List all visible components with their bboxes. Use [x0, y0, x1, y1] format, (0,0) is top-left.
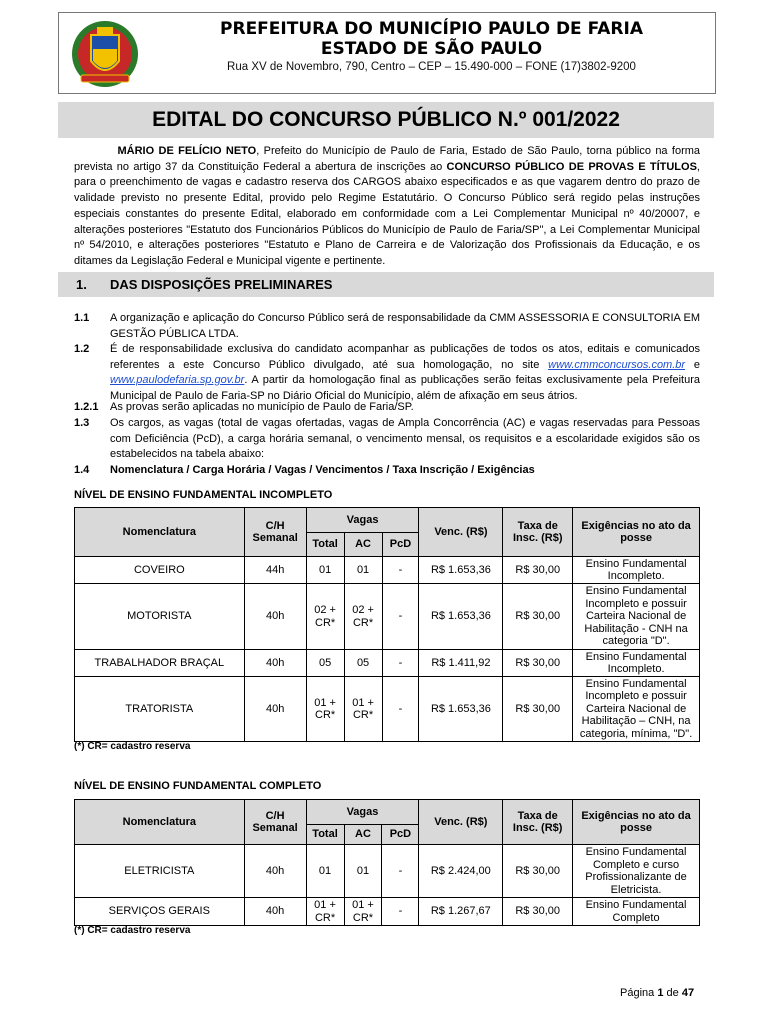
header-venc: Venc. (R$)	[419, 508, 503, 557]
cell-ch: 44h	[244, 557, 306, 584]
reserve-note: (*) CR= cadastro reserva	[74, 741, 191, 752]
header-nomenclatura: Nomenclatura	[75, 800, 245, 845]
of-label: de	[666, 987, 679, 999]
municipal-crest-icon	[67, 19, 143, 89]
table-row	[75, 650, 700, 677]
cmm-link[interactable]: www.cmmconcursos.com.br	[548, 358, 686, 371]
cell-ac: 01 + CR*	[344, 677, 382, 742]
cell-ch: 40h	[244, 677, 306, 742]
header-address: Rua XV de Novembro, 790, Centro – CEP – 15.490-000 – FONE (17)3802-9200	[227, 61, 636, 73]
table-row	[75, 557, 700, 584]
cell-pcd: -	[382, 677, 419, 742]
header-vagas: Vagas	[306, 508, 419, 533]
table-row	[75, 845, 700, 898]
header-ac: AC	[344, 825, 382, 845]
cell-venc: R$ 1.653,36	[419, 584, 503, 650]
item-text-c: . A partir da homologação final as publicações serão feitas exclusivamente pela Prefeitura Municipal de Paulo de Faria-SP no Diário Oficial do Município, além de afixação em seus átrios.	[110, 374, 700, 402]
header-vagas: Vagas	[306, 800, 419, 825]
item-number: 1.4	[74, 464, 90, 476]
cell-ac: 01	[344, 845, 382, 898]
cell-taxa: R$ 30,00	[503, 845, 573, 898]
item-text: As provas serão aplicadas no município de Paulo de Faria/SP.	[110, 401, 414, 413]
cell-pcd: -	[382, 845, 419, 898]
cell-taxa: R$ 30,00	[503, 677, 573, 742]
prefeitura-link[interactable]: www.paulodefaria.sp.gov.br	[110, 374, 245, 386]
header-ac: AC	[344, 533, 382, 557]
cell-taxa: R$ 30,00	[503, 584, 573, 650]
item-text: A organização e aplicação do Concurso Público será de responsabilidade da CMM ASSESSORIA E CONSULTORIA EM GESTÃO PÚBLICA LTDA.	[110, 312, 700, 340]
cell-taxa: R$ 30,00	[503, 898, 573, 926]
item-text	[110, 342, 700, 404]
document-title: EDITAL DO CONCURSO PÚBLICO N.º 001/2022	[58, 102, 714, 138]
table-row	[75, 898, 700, 926]
item-1-3	[74, 416, 700, 463]
cell-taxa: R$ 30,00	[503, 557, 573, 584]
header-exigencias: Exigências no ato da posse	[573, 508, 700, 557]
header-ch: C/H Semanal	[244, 800, 306, 845]
cell-exig: Ensino Fundamental Incompleto e possuir Carteira Nacional de Habilitação – CNH, na categoria, mínima, "D".	[573, 677, 700, 742]
section-heading	[58, 272, 714, 297]
item-number: 1.2	[74, 343, 90, 355]
cell-venc: R$ 1.653,36	[419, 557, 503, 584]
cell-total: 01	[306, 845, 344, 898]
cell-pcd: -	[382, 650, 419, 677]
cell-exig: Ensino Fundamental Incompleto.	[573, 557, 700, 584]
cell-total: 05	[306, 650, 344, 677]
header-nomenclatura: Nomenclatura	[75, 508, 245, 557]
item-1-2	[74, 342, 700, 404]
cell-nome: TRABALHADOR BRAÇAL	[75, 650, 245, 677]
item-text: Nomenclatura / Carga Horária / Vagas / Vencimentos / Taxa Inscrição / Exigências	[110, 464, 535, 476]
header-total: Total	[306, 533, 344, 557]
item-1-4	[74, 463, 700, 479]
level-title: NÍVEL DE ENSINO FUNDAMENTAL COMPLETO	[74, 780, 322, 792]
header-pcd: PcD	[382, 825, 419, 845]
cell-total: 01 + CR*	[306, 677, 344, 742]
current-page: 1	[657, 987, 664, 999]
cell-venc: R$ 1.653,36	[419, 677, 503, 742]
table-row	[75, 677, 700, 742]
cell-total: 01 + CR*	[306, 898, 344, 926]
header-pcd: PcD	[382, 533, 419, 557]
item-text-a: É de responsabilidade exclusiva do candidato acompanhar as publicações de todos os atos, editais e comunicados referentes a este Concurso Público divulgado, até sua homologação, no site	[110, 343, 700, 371]
item-text: Os cargos, as vagas (total de vagas ofertadas, vagas de Ampla Concorrência (AC) e vagas reservadas para Pessoas com Deficiência (PcD), a carga horária semanal, o vencimento mensal, os requisitos e a escolaridade exigidos são os estabelecidos na tabela abaixo:	[110, 417, 700, 460]
cell-taxa: R$ 30,00	[503, 650, 573, 677]
cell-nome: MOTORISTA	[75, 584, 245, 650]
item-number: 1.2.1	[74, 401, 99, 413]
cell-ch: 40h	[244, 650, 306, 677]
cell-total: 02 + CR*	[306, 584, 344, 650]
cell-exig: Ensino Fundamental Incompleto e possuir Carteira Nacional de Habilitação - CNH na categoria "D".	[573, 584, 700, 650]
item-1-1	[74, 311, 700, 342]
cell-ch: 40h	[244, 845, 306, 898]
page-number	[620, 987, 694, 999]
cell-ac: 05	[344, 650, 382, 677]
cell-nome: SERVIÇOS GERAIS	[75, 898, 245, 926]
cell-pcd: -	[382, 557, 419, 584]
cell-ch: 40h	[244, 898, 306, 926]
cell-ac: 02 + CR*	[344, 584, 382, 650]
intro-paragraph	[74, 144, 700, 270]
positions-table-complete	[74, 799, 700, 926]
intro-text-2: , para o preenchimento de vagas e cadastro reserva dos CARGOS abaixo especificados e as que vagarem dentro do prazo de validade previsto no presente Edital, provido pelo Regime Estatutário. O Concurso Público será regido pelas instruções especiais constantes do presente Edital, elaborado em conformidade com a Lei Complementar Municipal nº 40/20007, e alterações posteriores "Estatuto dos Funcionários Públicos do Município de Paulo de Faria/SP", a Lei Complementar Municipal nº 54/2010, e alterações posteriores "Estatuto e Plano de Carreira e de Valorização dos Profissionais da Educação, e os ditames da Legislação Federal e Municipal vigente e pertinente.	[74, 160, 700, 267]
cell-total: 01	[306, 557, 344, 584]
cell-ac: 01 + CR*	[344, 898, 382, 926]
cell-exig: Ensino Fundamental Completo	[573, 898, 700, 926]
level-title: NÍVEL DE ENSINO FUNDAMENTAL INCOMPLETO	[74, 489, 333, 501]
item-1-2-1	[74, 400, 700, 416]
cell-ac: 01	[344, 557, 382, 584]
cell-nome: TRATORISTA	[75, 677, 245, 742]
cell-venc: R$ 2.424,00	[419, 845, 503, 898]
item-number: 1.3	[74, 417, 90, 429]
cell-ch: 40h	[244, 584, 306, 650]
header-title-line2: ESTADO DE SÃO PAULO	[320, 39, 543, 59]
header-title-line1: PREFEITURA DO MUNICÍPIO PAULO DE FARIA	[220, 19, 643, 39]
mayor-name: MÁRIO DE FELÍCIO NETO	[117, 145, 257, 157]
header-total: Total	[306, 825, 344, 845]
header-exigencias: Exigências no ato da posse	[573, 800, 700, 845]
positions-table-incomplete	[74, 507, 700, 742]
cell-exig: Ensino Fundamental Incompleto.	[573, 650, 700, 677]
cell-venc: R$ 1.411,92	[419, 650, 503, 677]
reserve-note: (*) CR= cadastro reserva	[74, 925, 191, 936]
letterhead	[58, 12, 716, 94]
total-pages: 47	[681, 987, 695, 999]
section-number: 1.	[76, 277, 87, 292]
item-text-b: e	[685, 358, 700, 371]
header-taxa: Taxa de Insc. (R$)	[503, 508, 573, 557]
header-taxa: Taxa de Insc. (R$)	[503, 800, 573, 845]
section-title: DAS DISPOSIÇÕES PRELIMINARES	[110, 277, 333, 292]
cell-exig: Ensino Fundamental Completo e curso Profissionalizante de Eletricista.	[573, 845, 700, 898]
item-number: 1.1	[74, 312, 90, 324]
cell-venc: R$ 1.267,67	[419, 898, 503, 926]
cell-pcd: -	[382, 584, 419, 650]
page-label: Página	[620, 987, 655, 999]
cell-pcd: -	[382, 898, 419, 926]
intro-text-1: , Prefeito do Município de Paulo de Faria, Estado de São Paulo, torna público na forma prevista no artigo 37 da Constituição Federal a abertura de inscrições ao	[74, 145, 701, 173]
intro-contest-name: CONCURSO PÚBLICO DE PROVAS E TÍTULOS	[446, 160, 697, 173]
cell-nome: ELETRICISTA	[75, 845, 245, 898]
header-venc: Venc. (R$)	[419, 800, 503, 845]
header-ch: C/H Semanal	[244, 508, 306, 557]
cell-nome: COVEIRO	[75, 557, 245, 584]
table-row	[75, 584, 700, 650]
